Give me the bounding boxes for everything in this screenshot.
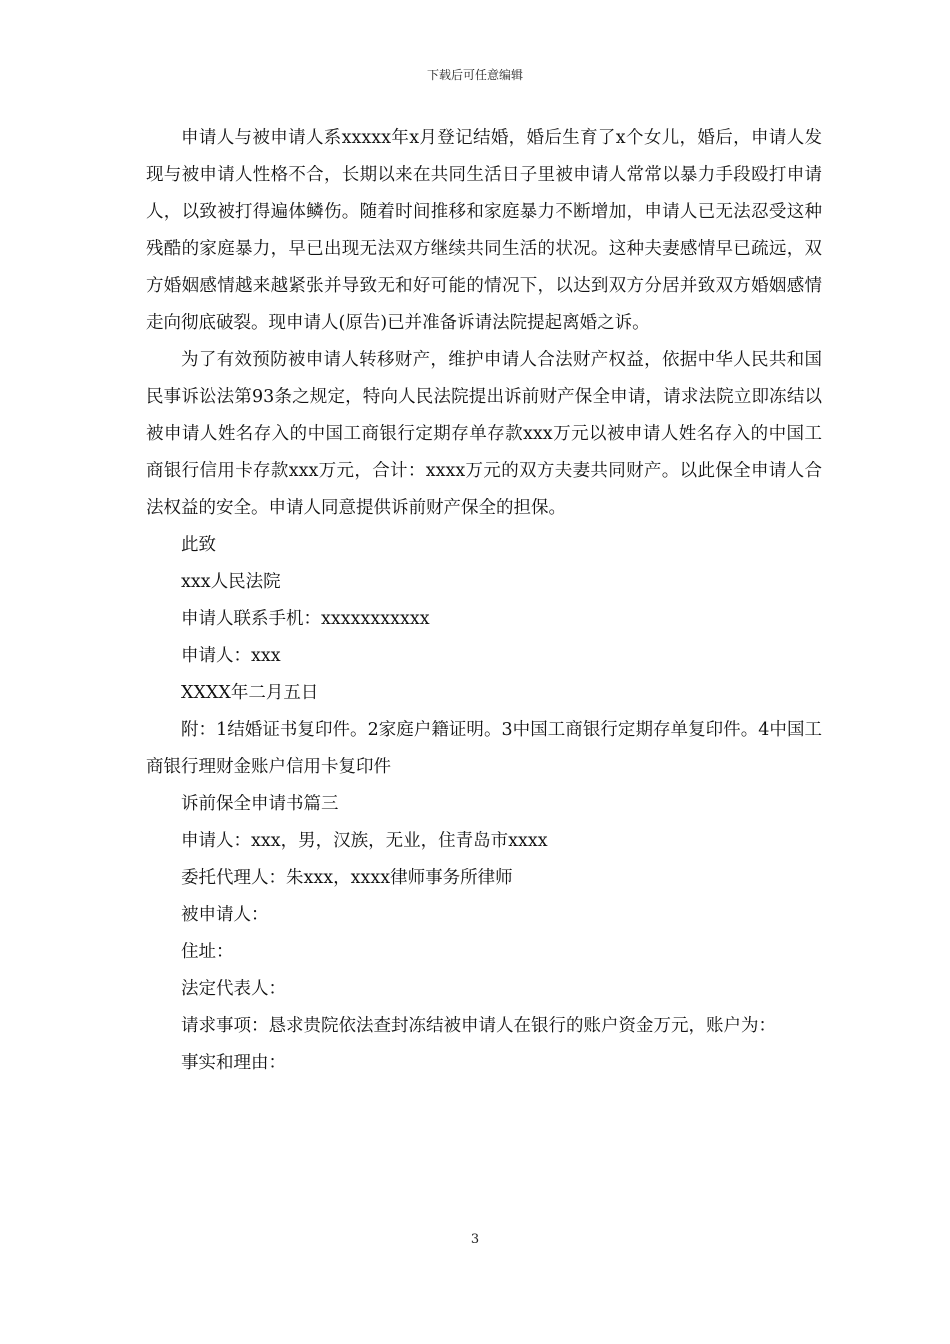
page-number: 3 — [470, 1232, 480, 1247]
applicant-phone: 申请人联系手机：xxxxxxxxxxx — [181, 609, 430, 629]
attachments-list: 附：1结婚证书复印件。2家庭户籍证明。3中国工商银行定期存单复印件。4中国工商银行理财金账户信用卡复印件 — [146, 720, 822, 777]
court-name: xxx人民法院 — [181, 572, 281, 592]
paragraph-marriage-facts: 申请人与被申请人系xxxxx年x月登记结婚，婚后生育了x个女儿，婚后，申请人发现与被申请人性格不合，长期以来在共同生活日子里被申请人常常以暴力手段殴打申请人，以致被打得遍体鳞伤。随着时间推移和家庭暴力不断增加，申请人已无法忍受这种残酷的家庭暴力，早已出现无法双方继续共同生活的状况。这种夫妻感情早已疏远，双方婚姻感情越来越紧张并导致无和好可能的情况下，以达到双方分居并致双方婚姻感情走向彻底破裂。现申请人(原告)已并准备诉请法院提起离婚之诉。 — [146, 128, 822, 333]
paragraph-preservation-request: 为了有效预防被申请人转移财产，维护申请人合法财产权益，依据中华人民共和国民事诉讼法第93条之规定，特向人民法院提出诉前财产保全申请，请求法院立即冻结以被申请人姓名存入的中国工商银行定期存单存款xxx万元以被申请人姓名存入的中国工商银行信用卡存款xxx万元，合计：xxxx万元的双方夫妻共同财产。以此保全申请人合法权益的安全。申请人同意提供诉前财产保全的担保。 — [146, 350, 822, 518]
legal-representative-label: 法定代表人： — [181, 979, 286, 999]
document-date: XXXX年二月五日 — [181, 683, 319, 703]
section-title: 诉前保全申请书篇三 — [181, 794, 339, 814]
address-label: 住址： — [181, 942, 234, 962]
respondent-label: 被申请人： — [181, 905, 269, 925]
request-items: 请求事项：恳求贵院依法查封冻结被申请人在银行的账户资金万元，账户为： — [181, 1016, 776, 1036]
page-header: 下载后可任意编辑 — [426, 68, 523, 82]
facts-and-reasons-label: 事实和理由： — [181, 1053, 286, 1073]
agent-info: 委托代理人：朱xxx，xxxx律师事务所律师 — [181, 868, 513, 888]
applicant-signature: 申请人：xxx — [181, 646, 281, 666]
salutation: 此致 — [181, 535, 216, 555]
applicant-info: 申请人：xxx，男，汉族，无业，住青岛市xxxx — [181, 831, 548, 851]
document-body — [146, 120, 822, 1082]
